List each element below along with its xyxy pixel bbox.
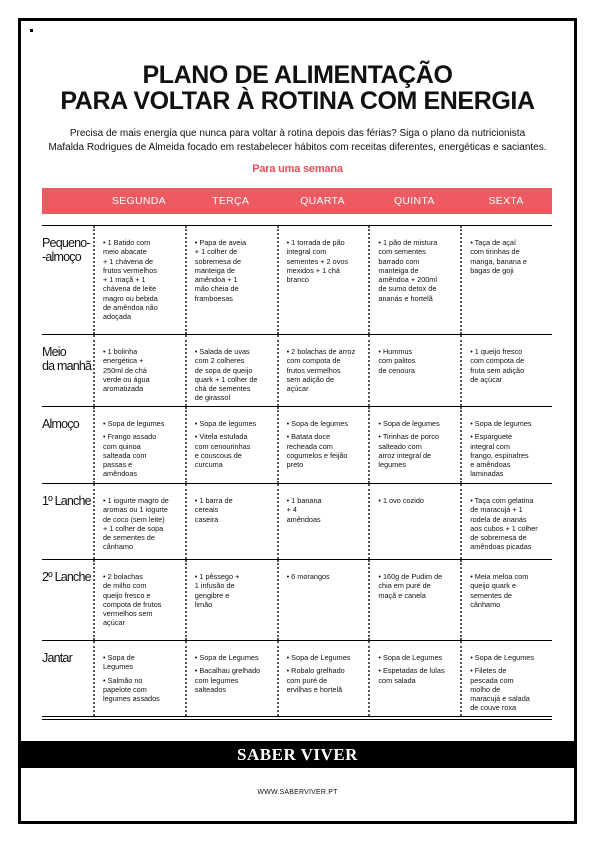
meal-item: • 2 bolachas de milho com queijo fresco e compota de frutos vermelhos sem açúcar: [103, 572, 162, 628]
meal-cell: [368, 407, 460, 483]
day-header-1: SEGUNDA: [111, 195, 166, 207]
meal-row: [42, 335, 552, 407]
meal-item: • Sopa de legumes: [103, 419, 165, 428]
day-header-5: SEXTA: [488, 195, 524, 207]
meal-item: • 1 Batido com meio abacate + 1 chávena de frutos vermelhos + 1 maçã + 1 chávena de leite magro ou bebida de amêndoa não adoçada: [103, 238, 158, 322]
meal-label: Jantar: [42, 651, 72, 665]
page-title: [0, 62, 595, 114]
meal-label: Pequeno- -almoço: [42, 236, 90, 264]
day-header-3: QUARTA: [300, 195, 345, 207]
meal-cell: [368, 641, 460, 716]
meal-cell: [460, 560, 552, 640]
meal-item: • Vitela estufada com cenourinhas e couscous de curcuma: [194, 432, 251, 470]
meal-cell: [185, 335, 277, 406]
meal-item: • 1 ovo cozido: [378, 496, 424, 505]
meal-label: Almoço: [42, 417, 79, 431]
meal-plan-table: [42, 225, 552, 717]
corner-mark: [30, 29, 33, 32]
meal-item: • Tirinhas de porco salteado com arroz integral de legumes: [378, 432, 439, 470]
meal-item: • Sopa de Legumes: [470, 653, 534, 662]
title-line-1: PLANO DE ALIMENTAÇÃO: [142, 61, 453, 89]
title-line-2: PARA VOLTAR À ROTINA COM ENERGIA: [60, 87, 535, 115]
meal-cell: [368, 335, 460, 406]
meal-cell: [93, 335, 185, 406]
meal-item: • Papa de aveia + 1 colher de sobremesa de manteiga de amêndoa + 1 mão cheia de framboesas: [194, 238, 247, 303]
meal-item: • Bacalhau grelhado com legumes salteados: [194, 666, 261, 694]
meal-cell: [460, 407, 552, 483]
meal-item: • Sopa de legumes: [286, 419, 348, 428]
meal-cell: [93, 560, 185, 640]
meal-label: 1º Lanche: [42, 494, 91, 508]
meal-cell: [368, 560, 460, 640]
meal-row: [42, 225, 552, 335]
meal-item: • Sopa de Legumes: [194, 653, 259, 662]
meal-cell: [93, 641, 185, 716]
meal-cell: [368, 484, 460, 559]
meal-cell: [460, 226, 552, 334]
meal-item: • 6 morangos: [286, 572, 330, 581]
meal-item: • Robalo grelhado com puré de ervilhas e hortelã: [286, 666, 345, 694]
meal-item: • Sopa de Legumes: [103, 653, 135, 672]
meal-item: • Espetadas de lulas com salada: [378, 666, 445, 685]
brand-footer: SABER VIVER: [18, 741, 577, 768]
meal-item: • Sopa de Legumes: [286, 653, 351, 662]
meal-cell: [277, 226, 369, 334]
days-header-bar: [42, 188, 552, 214]
meal-item: • 1 banana + 4 amêndoas: [286, 496, 322, 524]
header-spacer: [42, 188, 93, 214]
intro-text: [40, 127, 555, 155]
meal-item: • 2 bolachas de arroz com compota de frutos vermelhos sem adição de açúcar: [286, 347, 356, 394]
meal-item: • Meia meloa com queijo quark e sementes de cânhamo: [470, 572, 529, 609]
meal-item: • Taça de açaí com tirinhas de manga, banana e bagas de goji: [470, 238, 527, 275]
meal-item: • Sopa de legumes: [470, 419, 532, 428]
meal-cell: [93, 407, 185, 483]
meal-cell: [368, 226, 460, 334]
day-header-4: QUINTA: [393, 195, 435, 207]
meal-label: 2º Lanche: [42, 570, 91, 584]
intro-line-2: Mafalda Rodrigues de Almeida focado em restabelecer hábitos com receitas diferentes, energéticas e saciantes.: [48, 142, 547, 153]
meal-row: [42, 484, 552, 560]
meal-cell: [277, 560, 369, 640]
meal-cell: [277, 484, 369, 559]
bottom-rule: [42, 719, 552, 720]
meal-item: • 1 pão de mistura com sementes barrado com manteiga de amêndoa + 200ml de sumo detox de ananás e hortelã: [378, 238, 438, 303]
meal-label: Meio da manhã: [42, 345, 92, 373]
meal-cell: [185, 407, 277, 483]
meal-cell: [460, 484, 552, 559]
meal-cell: [185, 641, 277, 716]
meal-cell: [277, 641, 369, 716]
meal-item: • 1 queijo fresco com compota de fruta sem adição de açúcar: [470, 347, 525, 384]
day-header-2: TERÇA: [212, 195, 250, 207]
meal-row: [42, 641, 552, 717]
meal-cell: [93, 484, 185, 559]
meal-cell: [460, 335, 552, 406]
meal-item: • 1 torrada de pão integral com sementes + 2 ovos mexidos + 1 chá branco: [286, 238, 349, 285]
meal-cell: [460, 641, 552, 716]
meal-item: • Sopa de Legumes: [378, 653, 443, 662]
meal-item: • Batata doce recheada com cogumelos e feijão preto: [286, 432, 348, 470]
meal-cell: [185, 226, 277, 334]
meal-cell: [185, 484, 277, 559]
meal-item: • Sopa de legumes: [378, 419, 440, 428]
meal-item: • Sopa de legumes: [194, 419, 257, 428]
meal-cell: [277, 407, 369, 483]
meal-row: [42, 407, 552, 484]
meal-item: • Frango assado com quinoa salteada com passas e amêndoas: [103, 432, 157, 479]
meal-item: • Salmão no papelote com legumes assados: [103, 675, 160, 704]
meal-item: • Filetes de pescada com molho de maracujá e salada de couve roxa: [470, 666, 530, 713]
meal-item: • Taça com gelatina de maracujá + 1 rodela de ananás aos cubos + 1 colher de sobremesa de amêndoas picadas: [470, 496, 538, 552]
subtitle: Para uma semana: [252, 163, 343, 175]
meal-item: • 1 pêssego + 1 infusão de gengibre e limão: [194, 572, 240, 609]
meal-item: • 160g de Pudim de chia em puré de maçã e canela: [378, 572, 443, 600]
meal-cell: [277, 335, 369, 406]
website-url: WWW.SABERVIVER.PT: [257, 789, 338, 796]
meal-cell: [185, 560, 277, 640]
intro-line-1: Precisa de mais energia que nunca para voltar à rotina depois das férias? Siga o plano da nutricionista: [69, 128, 526, 139]
meal-item: • Hummus com palitos de cenoura: [378, 347, 416, 375]
meal-item: • 1 iogurte magro de aromas ou 1 iogurte de coco (sem leite) + 1 colher de sopa de sementes de cânhamo: [103, 496, 169, 552]
meal-cell: [93, 226, 185, 334]
meal-row: [42, 560, 552, 641]
meal-item: • 1 barra de cereais caseira: [194, 496, 233, 524]
meal-item: • 1 bolinha energética + 250ml de chá verde ou água aromatizada: [103, 347, 150, 394]
meal-item: • Esparguete integral com frango, espinafres e amêndoas laminadas: [470, 432, 529, 479]
meal-item: • Salada de uvas com 2 colheres de sopa de queijo quark + 1 colher de chá de sementes de girassol: [194, 347, 258, 403]
